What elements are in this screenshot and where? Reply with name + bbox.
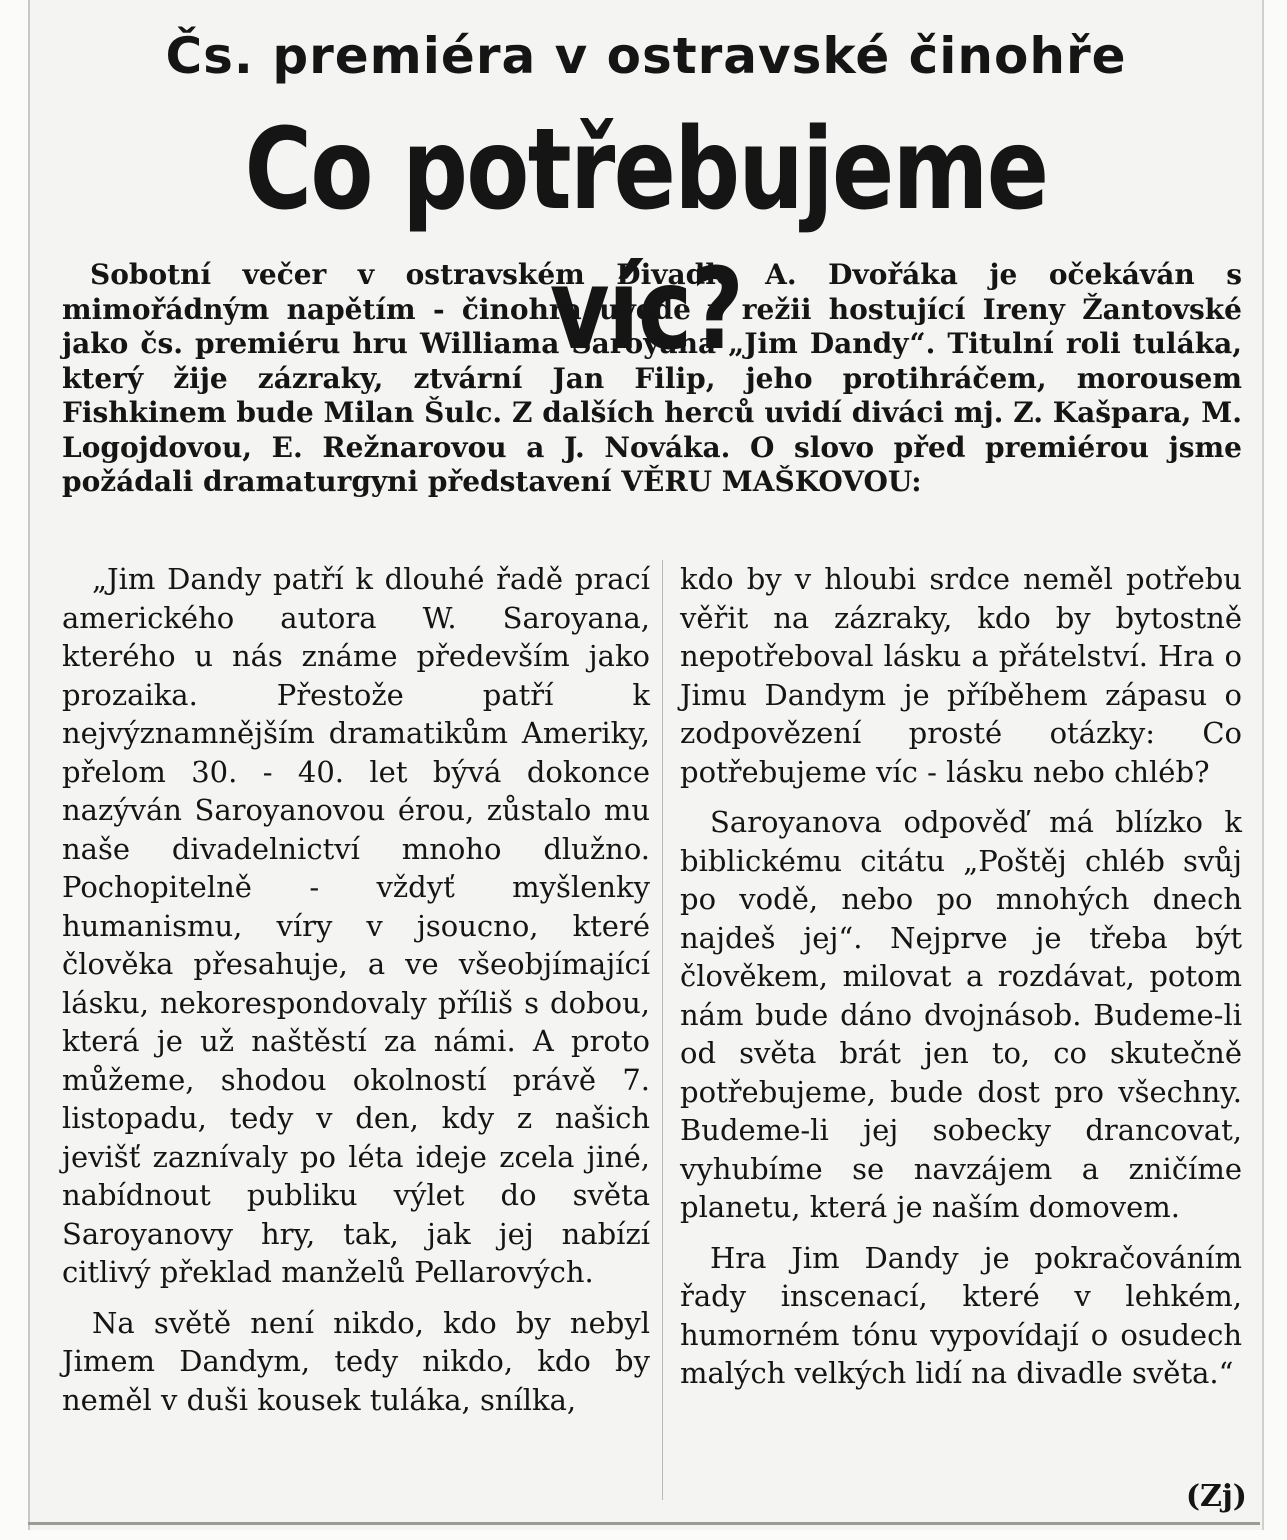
body-paragraph: Hra Jim Dandy je pokračováním řady inscenací, které v lehkém, humorném tónu vypovídají o osudech malých velkých lidí na divadle světa.“ bbox=[680, 1240, 1242, 1390]
author-signature: (Zj) bbox=[1185, 1479, 1247, 1514]
body-paragraph: Na světě není nikdo, kdo by nebyl Jimem Dandym, tedy nikdo, kdo by neměl v duši kousek tuláka, snílka, bbox=[62, 1305, 650, 1417]
body-paragraph: Saroyanova odpověď má blízko k biblickému citátu „Poštěj chléb svůj po vodě, nebo po mnohých dnech najdeš jej“. Nejprve je třeba být člověkem, milovat a rozdávat, potom nám bude dáno dvojnásob. Budeme-li od světa brát jen to, co skutečně potřebujeme, bude dost pro všechny. Budeme-li jej sobecky drancovat, vyhubíme se navzájem a zničíme planetu, která je naším domovem. bbox=[680, 805, 1242, 1224]
right-column bbox=[680, 560, 1242, 1405]
bottom-rule bbox=[28, 1522, 1260, 1525]
body-paragraph: „Jim Dandy patří k dlouhé řadě prací amerického autora W. Saroyana, kterého u nás známe především jako prozaika. Přestože patří k nejvýznamnějším dramatikům Ameriky, přelom 30. - 40. let bývá dokonce nazýván Saroyanovou érou, zůstalo mu naše divadelnictví mnoho dlužno. Pochopitelně - vždyť myšlenky humanismu, víry v jsoucno, které člověka přesahuje, a ve všeobjímající lásku, nekorespondovaly příliš s dobou, která je už naštěstí za námi. A proto můžeme, shodou okolností právě 7. listopadu, tedy v den, kdy z našich jevišť zaznívaly po léta ideje zcela jiné, nabídnout publiku výlet do světa Saroyanovy hry, tak, jak jej nabízí citlivý překlad manželů Pellarových. bbox=[62, 562, 650, 1289]
left-column bbox=[62, 560, 650, 1431]
main-headline: Co potřebujeme víc? bbox=[244, 105, 1048, 375]
body-paragraph: kdo by v hloubi srdce neměl potřebu věřit na zázraky, kdo by bytostně nepotřeboval lásku a přátelství. Hra o Jimu Dandym je příběhem zápasu o zodpovězení prosté otázky: Co potřebujeme víc - lásku nebo chléb? bbox=[680, 562, 1242, 789]
kicker-headline: Čs. premiéra v ostravské činohře bbox=[165, 27, 1127, 85]
column-divider bbox=[662, 560, 663, 1500]
lead-paragraph: Sobotní večer v ostravském Divadle A. Dvořáka je očekáván s mimořádným napětím - činohra uvede v režii hostující Ireny Žantovské jako čs. premiéru hru Williama Saroyana „Jim Dandy“. Titulní roli tuláka, který žije zázraky, ztvární Jan Filip, jeho protihráčem, morousem Fishkinem bude Milan Šulc. Z dalších herců uvidí diváci mj. Z. Kašpara, M. Logojdovou, E. Režnarovou a J. Nováka. O slovo před premiérou jsme požádali dramaturgyni představení VĚRU MAŠKOVOU: bbox=[62, 258, 1242, 498]
